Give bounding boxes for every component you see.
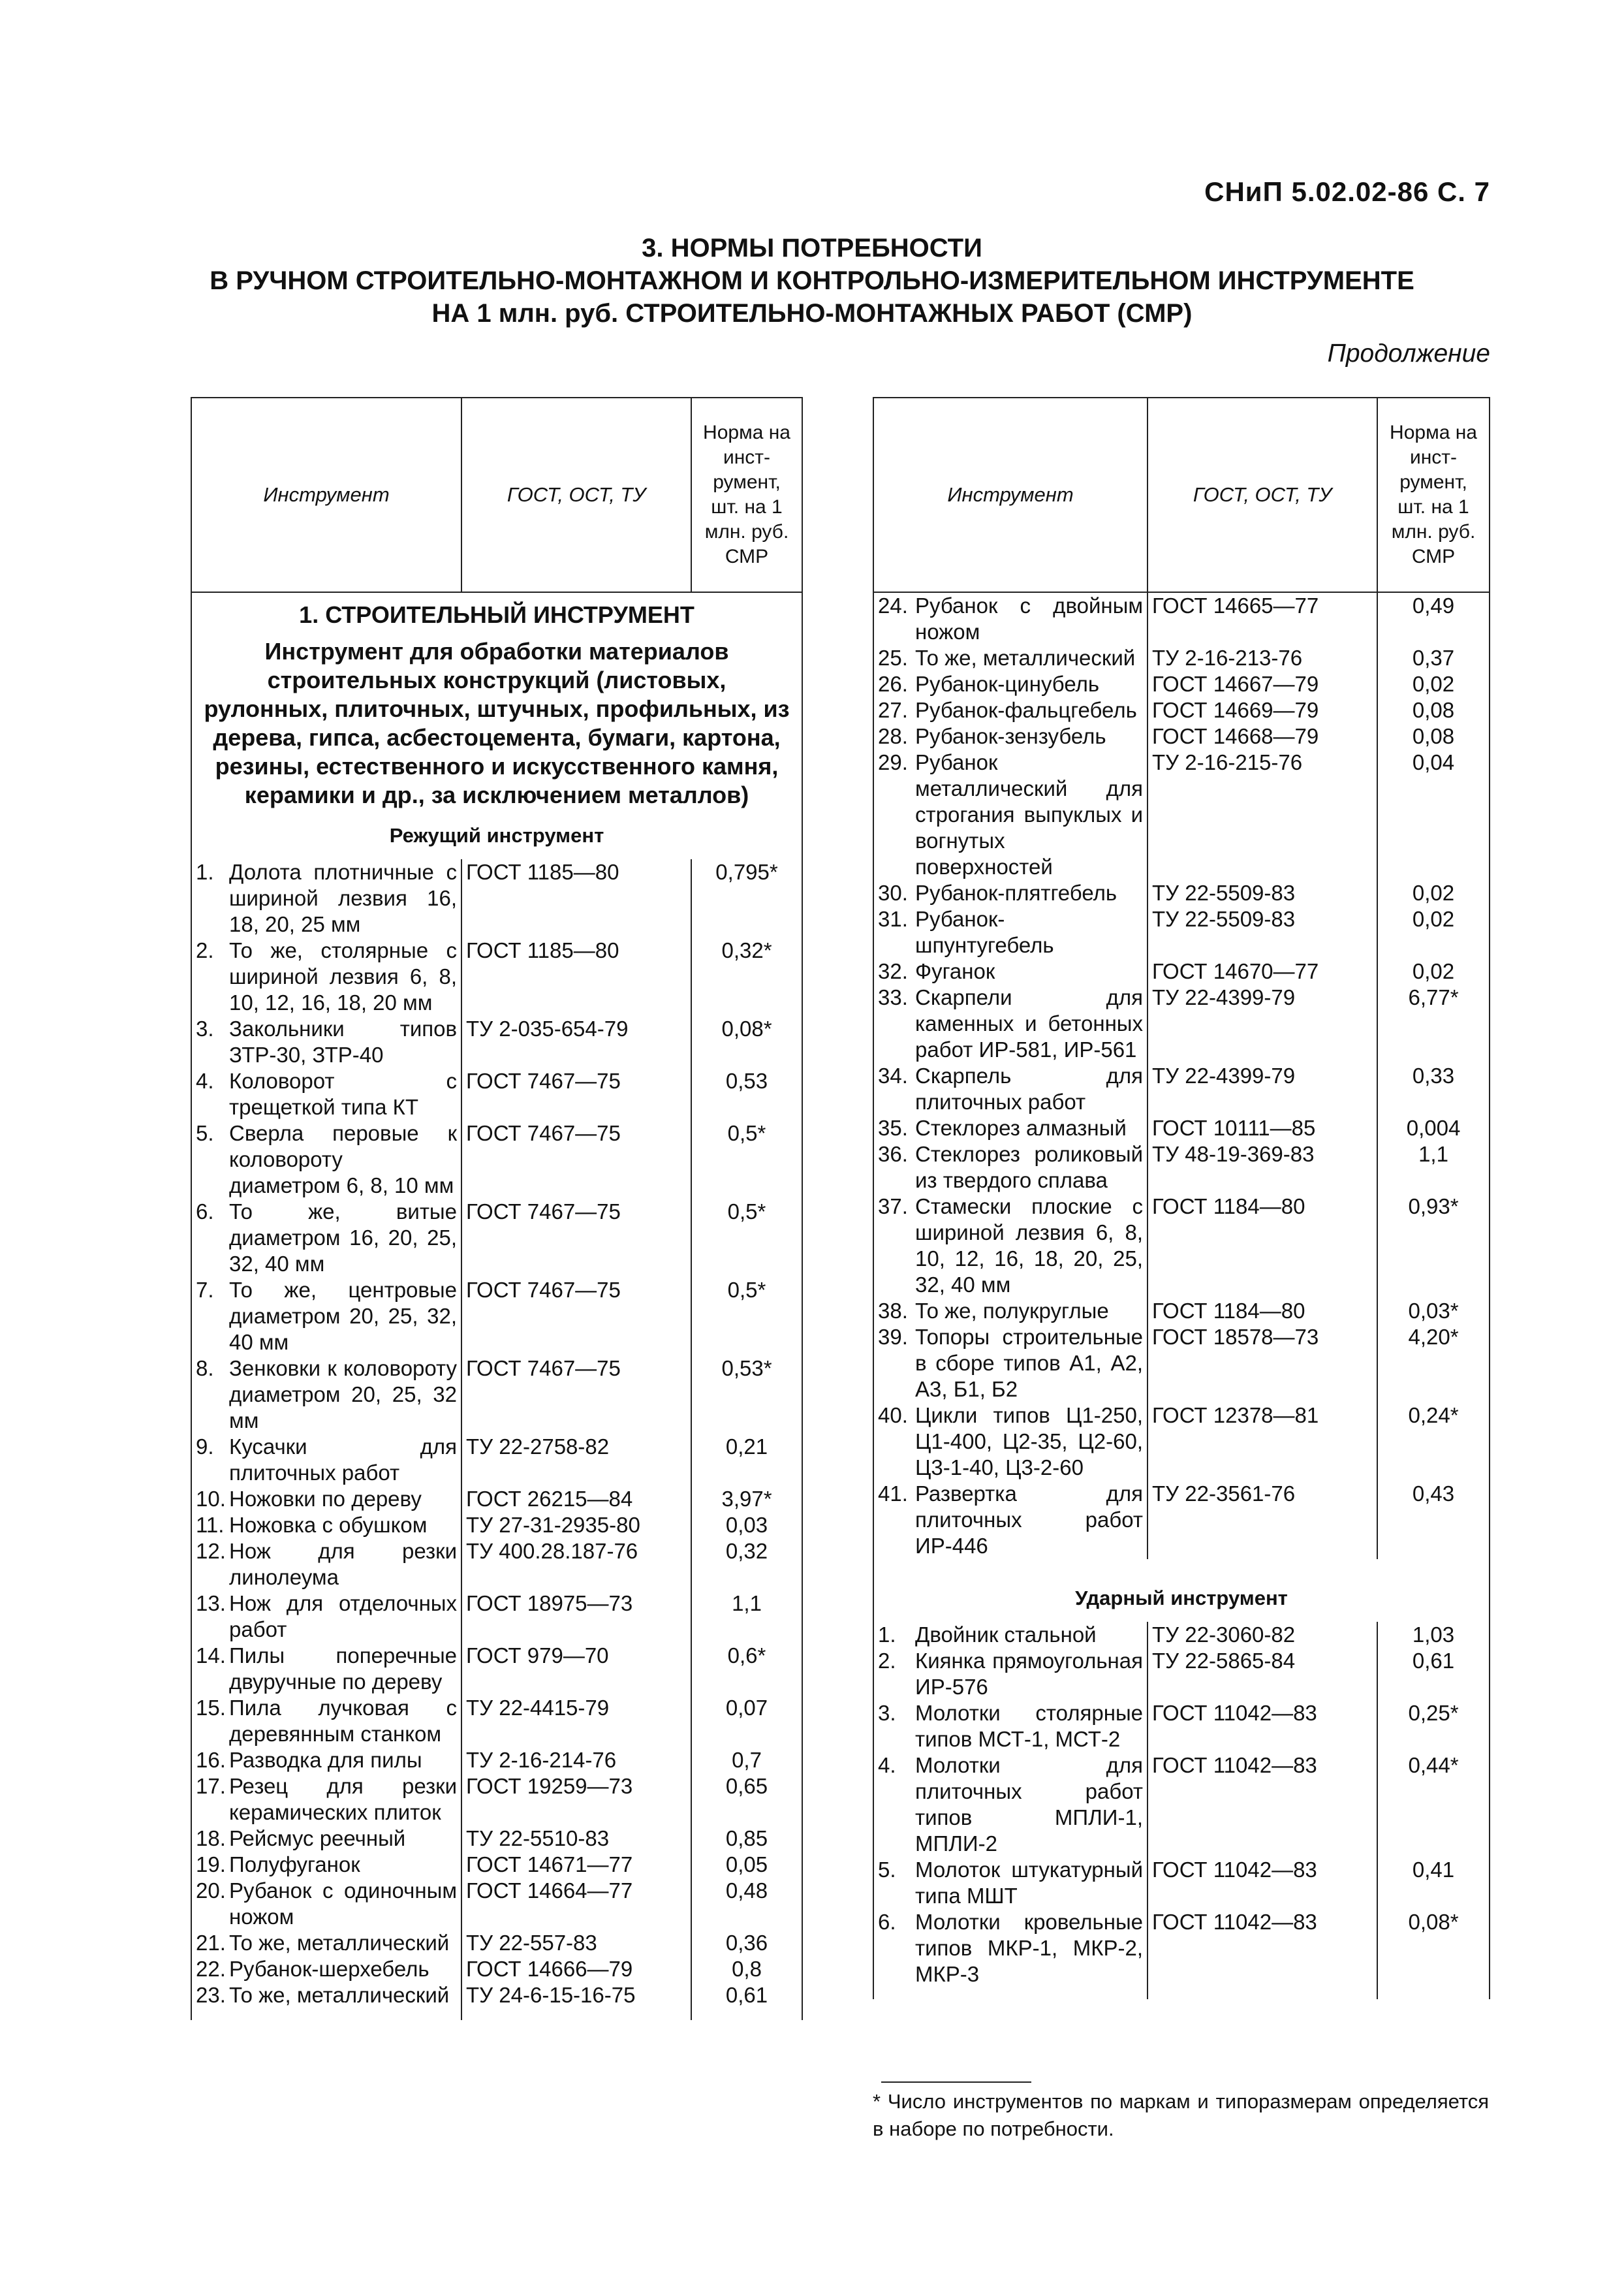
norm-value: 0,44* xyxy=(1377,1752,1490,1857)
row-number: 4. xyxy=(191,1068,225,1120)
standard-code: ТУ 22-5509-83 xyxy=(1148,880,1377,906)
instrument-name: Рубанок-шерхебель xyxy=(225,1956,461,1982)
instrument-name: Кусачки для плиточных работ xyxy=(225,1434,461,1486)
instrument-name: То же, витые диаметром 16, 20, 25, 32, 40 мм xyxy=(225,1199,461,1277)
norm-value: 1,1 xyxy=(1377,1141,1490,1194)
standard-code: ГОСТ 12378—81 xyxy=(1148,1402,1377,1481)
row-number: 32. xyxy=(873,958,911,985)
table-row xyxy=(191,1826,802,1852)
standard-code: ГОСТ 1184—80 xyxy=(1148,1194,1377,1298)
table-row xyxy=(191,1982,802,2020)
standard-code: ГОСТ 14667—79 xyxy=(1148,671,1377,697)
table-row xyxy=(191,1878,802,1930)
table-row xyxy=(191,1277,802,1355)
standard-code: ТУ 22-2758-82 xyxy=(461,1434,691,1486)
table-row xyxy=(191,1016,802,1068)
instrument-name: Рубанок металлический для строгания выпуклых и вогнутых поверхностей xyxy=(911,750,1148,880)
table-row xyxy=(191,1643,802,1695)
standard-code: ГОСТ 7467—75 xyxy=(461,1277,691,1355)
norm-value: 0,41 xyxy=(1377,1857,1490,1909)
instrument-name: Рубанок с двойным ножом xyxy=(911,592,1148,645)
standard-code: ГОСТ 1184—80 xyxy=(1148,1298,1377,1324)
table-row xyxy=(873,1298,1490,1324)
table-row xyxy=(873,1141,1490,1194)
row-number: 3. xyxy=(191,1016,225,1068)
standard-code: ГОСТ 19259—73 xyxy=(461,1773,691,1826)
norm-value: 0,03* xyxy=(1377,1298,1490,1324)
row-number: 3. xyxy=(873,1700,911,1752)
norm-value: 0,36 xyxy=(691,1930,802,1956)
standard-code: ТУ 400.28.187-76 xyxy=(461,1538,691,1590)
norm-value: 0,08* xyxy=(1377,1909,1490,1999)
instrument-name: Рубанок-зензубель xyxy=(911,723,1148,750)
norm-value: 0,795* xyxy=(691,859,802,938)
table-row xyxy=(873,880,1490,906)
standard-code: ТУ 22-4415-79 xyxy=(461,1695,691,1747)
instrument-name: То же, металлический xyxy=(911,645,1148,671)
instrument-name: Фуганок xyxy=(911,958,1148,985)
standard-code: ГОСТ 11042—83 xyxy=(1148,1857,1377,1909)
norm-value: 0,65 xyxy=(691,1773,802,1826)
row-number: 4. xyxy=(873,1752,911,1857)
norm-value: 0,61 xyxy=(1377,1648,1490,1700)
table-row xyxy=(873,985,1490,1063)
standard-code: ГОСТ 1185—80 xyxy=(461,859,691,938)
instrument-name: Резец для резки керамических плиток xyxy=(225,1773,461,1826)
standard-code: ГОСТ 11042—83 xyxy=(1148,1752,1377,1857)
subgroup-heading: Ударный инструмент xyxy=(873,1559,1490,1622)
table-row xyxy=(191,1120,802,1199)
right-table-body xyxy=(873,592,1490,1999)
footnote: * Число инструментов по маркам и типоразмерам определяется в наборе по потребности. xyxy=(873,2090,1489,2140)
standard-code: ГОСТ 14669—79 xyxy=(1148,697,1377,723)
standard-code: ТУ 22-3060-82 xyxy=(1148,1622,1377,1648)
norm-value: 0,5* xyxy=(691,1277,802,1355)
instrument-name: Нож для резки линолеума xyxy=(225,1538,461,1590)
instrument-name: Стеклорез роликовый из твердого сплава xyxy=(911,1141,1148,1194)
instrument-name: Пила лучковая с деревянным станком xyxy=(225,1695,461,1747)
row-number: 29. xyxy=(873,750,911,880)
table-row xyxy=(191,1486,802,1512)
norm-value: 0,08* xyxy=(691,1016,802,1068)
row-number: 18. xyxy=(191,1826,225,1852)
standard-code: ТУ 22-4399-79 xyxy=(1148,985,1377,1063)
section-heading: 1. СТРОИТЕЛЬНЫЙ ИНСТРУМЕНТ xyxy=(191,592,802,632)
left-table-body xyxy=(191,592,802,2020)
row-number: 8. xyxy=(191,1355,225,1434)
standard-code: ГОСТ 979—70 xyxy=(461,1643,691,1695)
instrument-name: Киянка прямоугольная ИР-576 xyxy=(911,1648,1148,1700)
instrument-name: Разводка для пилы xyxy=(225,1747,461,1773)
standard-code: ГОСТ 14665—77 xyxy=(1148,592,1377,645)
instrument-name: Коловорот с трещеткой типа КТ xyxy=(225,1068,461,1120)
norm-value: 0,25* xyxy=(1377,1700,1490,1752)
norm-value: 0,02 xyxy=(1377,671,1490,697)
norm-value: 1,03 xyxy=(1377,1622,1490,1648)
row-number: 2. xyxy=(873,1648,911,1700)
table-row xyxy=(191,1930,802,1956)
standard-code: ГОСТ 14666—79 xyxy=(461,1956,691,1982)
table-row xyxy=(873,1857,1490,1909)
norm-value: 0,93* xyxy=(1377,1194,1490,1298)
subgroup-heading-row xyxy=(873,1559,1490,1622)
table-row xyxy=(873,723,1490,750)
norm-value: 0,04 xyxy=(1377,750,1490,880)
row-number: 6. xyxy=(191,1199,225,1277)
norm-value: 0,53* xyxy=(691,1355,802,1434)
norm-value: 0,02 xyxy=(1377,880,1490,906)
table-row xyxy=(873,750,1490,880)
standard-code: ГОСТ 1185—80 xyxy=(461,938,691,1016)
norm-value: 0,24* xyxy=(1377,1402,1490,1481)
standard-code: ГОСТ 14668—79 xyxy=(1148,723,1377,750)
instrument-name: Стамески плоские с шириной лезвия 6, 8, 10, 12, 16, 18, 20, 25, 32, 40 мм xyxy=(911,1194,1148,1298)
table-row xyxy=(191,1773,802,1826)
column-header-norm: Норма на инст-румент, шт. на 1 млн. руб. СМР xyxy=(691,398,802,592)
instrument-name: Скарпели для каменных и бетонных работ ИР-581, ИР-561 xyxy=(911,985,1148,1063)
table-row xyxy=(873,1752,1490,1857)
standard-code: ТУ 22-4399-79 xyxy=(1148,1063,1377,1115)
standard-code: ТУ 22-5865-84 xyxy=(1148,1648,1377,1700)
table-row xyxy=(191,1956,802,1982)
instrument-name: Рейсмус реечный xyxy=(225,1826,461,1852)
table-row xyxy=(191,1512,802,1538)
table-row xyxy=(191,1434,802,1486)
norm-value: 0,05 xyxy=(691,1852,802,1878)
norm-value: 3,97* xyxy=(691,1486,802,1512)
row-number: 14. xyxy=(191,1643,225,1695)
standard-code: ГОСТ 14664—77 xyxy=(461,1878,691,1930)
instrument-name: Нож для отделочных работ xyxy=(225,1590,461,1643)
standard-code: ГОСТ 18578—73 xyxy=(1148,1324,1377,1402)
instrument-name: Цикли типов Ц1-250, Ц1-400, Ц2-35, Ц2-60, Ц3-1-40, Ц3-2-60 xyxy=(911,1402,1148,1481)
standard-code: ТУ 2-16-215-76 xyxy=(1148,750,1377,880)
column-header-instrument: Инструмент xyxy=(873,398,1148,592)
instrument-name: Пилы поперечные двуручные по дереву xyxy=(225,1643,461,1695)
instrument-name: Рубанок-шпунтугебель xyxy=(911,906,1148,958)
row-number: 38. xyxy=(873,1298,911,1324)
continuation-label: Продолжение xyxy=(1327,340,1490,368)
row-number: 22. xyxy=(191,1956,225,1982)
instrument-name: Полуфуганок xyxy=(225,1852,461,1878)
row-number: 28. xyxy=(873,723,911,750)
norm-value: 0,02 xyxy=(1377,906,1490,958)
instrument-name: Закольники типов ЗТР-30, ЗТР-40 xyxy=(225,1016,461,1068)
standard-code: ГОСТ 11042—83 xyxy=(1148,1909,1377,1999)
standard-code: ТУ 2-035-654-79 xyxy=(461,1016,691,1068)
norm-value: 0,85 xyxy=(691,1826,802,1852)
row-number: 41. xyxy=(873,1481,911,1559)
title-line-1: 3. НОРМЫ ПОТРЕБНОСТИ xyxy=(642,234,982,262)
instrument-name: Топоры строительные в сборе типов А1, А2, А3, Б1, Б2 xyxy=(911,1324,1148,1402)
column-header-gost: ГОСТ, ОСТ, ТУ xyxy=(1148,398,1377,592)
standard-code: ГОСТ 14671—77 xyxy=(461,1852,691,1878)
norm-value: 1,1 xyxy=(691,1590,802,1643)
standard-code: ТУ 48-19-369-83 xyxy=(1148,1141,1377,1194)
table-row xyxy=(873,1700,1490,1752)
table-row xyxy=(191,1695,802,1747)
table-row xyxy=(191,1538,802,1590)
norm-value: 0,37 xyxy=(1377,645,1490,671)
row-number: 21. xyxy=(191,1930,225,1956)
footnote-divider xyxy=(881,2081,1031,2083)
norm-value: 0,32* xyxy=(691,938,802,1016)
row-number: 33. xyxy=(873,985,911,1063)
column-header-gost: ГОСТ, ОСТ, ТУ xyxy=(461,398,691,592)
norm-value: 0,61 xyxy=(691,1982,802,2020)
row-number: 1. xyxy=(191,859,225,938)
norm-value: 0,21 xyxy=(691,1434,802,1486)
norm-value: 0,53 xyxy=(691,1068,802,1120)
table-row xyxy=(873,697,1490,723)
instrument-name: Скарпель для плиточных работ xyxy=(911,1063,1148,1115)
instrument-name: Сверла перовые к коловороту диаметром 6, 8, 10 мм xyxy=(225,1120,461,1199)
norm-value: 4,20* xyxy=(1377,1324,1490,1402)
table-row xyxy=(873,1194,1490,1298)
norm-value: 0,03 xyxy=(691,1512,802,1538)
table-row xyxy=(191,1068,802,1120)
instrument-name: Молотки столярные типов МСТ-1, МСТ-2 xyxy=(911,1700,1148,1752)
subgroup-heading: Режущий инструмент xyxy=(191,817,802,859)
row-number: 10. xyxy=(191,1486,225,1512)
row-number: 40. xyxy=(873,1402,911,1481)
column-header-instrument: Инструмент xyxy=(191,398,461,592)
standard-code: ТУ 22-5509-83 xyxy=(1148,906,1377,958)
standard-code: ГОСТ 18975—73 xyxy=(461,1590,691,1643)
row-number: 27. xyxy=(873,697,911,723)
row-number: 37. xyxy=(873,1194,911,1298)
norm-value: 0,004 xyxy=(1377,1115,1490,1141)
table-row xyxy=(873,1063,1490,1115)
instrument-name: Зенковки к коловороту диаметром 20, 25, 32 мм xyxy=(225,1355,461,1434)
standard-code: ГОСТ 14670—77 xyxy=(1148,958,1377,985)
table-row xyxy=(873,1909,1490,1999)
table-row xyxy=(191,1590,802,1643)
table-row xyxy=(191,859,802,938)
instrument-name: Ножовки по дереву xyxy=(225,1486,461,1512)
row-number: 24. xyxy=(873,592,911,645)
row-number: 2. xyxy=(191,938,225,1016)
row-number: 26. xyxy=(873,671,911,697)
instrument-name: То же, столярные с шириной лезвия 6, 8, 10, 12, 16, 18, 20 мм xyxy=(225,938,461,1016)
instrument-name: Рубанок-фальцгебель xyxy=(911,697,1148,723)
row-number: 11. xyxy=(191,1512,225,1538)
table-row xyxy=(191,1747,802,1773)
row-number: 25. xyxy=(873,645,911,671)
norm-value: 0,48 xyxy=(691,1878,802,1930)
standard-code: ТУ 22-557-83 xyxy=(461,1930,691,1956)
group-heading: Инструмент для обработки материалов строительных конструкций (листовых, рулонных, плиточных, штучных, профильных, из дерева, гипса, асбестоцемента, бумаги, картона, резины, естественного и искусственного камня, керамики и др., за исключением металлов) xyxy=(191,632,802,817)
norm-value: 0,02 xyxy=(1377,958,1490,985)
standard-code: ГОСТ 7467—75 xyxy=(461,1120,691,1199)
norm-value: 0,07 xyxy=(691,1695,802,1747)
instrument-name: Рубанок-цинубель xyxy=(911,671,1148,697)
table-row xyxy=(873,958,1490,985)
norm-value: 0,6* xyxy=(691,1643,802,1695)
table-row xyxy=(873,645,1490,671)
row-number: 19. xyxy=(191,1852,225,1878)
section-title xyxy=(0,232,1624,330)
row-number: 30. xyxy=(873,880,911,906)
table-row xyxy=(873,1115,1490,1141)
standard-code: ГОСТ 11042—83 xyxy=(1148,1700,1377,1752)
row-number: 17. xyxy=(191,1773,225,1826)
standard-code: ТУ 22-5510-83 xyxy=(461,1826,691,1852)
row-number: 6. xyxy=(873,1909,911,1999)
table-row xyxy=(873,1324,1490,1402)
standard-code: ТУ 2-16-213-76 xyxy=(1148,645,1377,671)
instrument-name: Ножовка с обушком xyxy=(225,1512,461,1538)
instrument-name: Долота плотничные с шириной лезвия 16, 18, 20, 25 мм xyxy=(225,859,461,938)
table-row xyxy=(873,671,1490,697)
row-number: 5. xyxy=(873,1857,911,1909)
row-number: 15. xyxy=(191,1695,225,1747)
standard-code: ТУ 24-6-15-16-75 xyxy=(461,1982,691,2020)
standard-code: ГОСТ 26215—84 xyxy=(461,1486,691,1512)
instrument-name: Двойник стальной xyxy=(911,1622,1148,1648)
document-reference: СНиП 5.02.02-86 С. 7 xyxy=(1204,176,1490,207)
norm-value: 6,77* xyxy=(1377,985,1490,1063)
table-row xyxy=(191,938,802,1016)
norm-value: 0,5* xyxy=(691,1120,802,1199)
title-line-3: НА 1 млн. руб. СТРОИТЕЛЬНО-МОНТАЖНЫХ РАБОТ (СМР) xyxy=(431,299,1193,328)
row-number: 13. xyxy=(191,1590,225,1643)
row-number: 39. xyxy=(873,1324,911,1402)
instrument-name: Рубанок с одиночным ножом xyxy=(225,1878,461,1930)
standard-code: ГОСТ 7467—75 xyxy=(461,1199,691,1277)
norm-value: 0,08 xyxy=(1377,723,1490,750)
table-row xyxy=(191,1852,802,1878)
row-number: 31. xyxy=(873,906,911,958)
instrument-name: То же, полукруглые xyxy=(911,1298,1148,1324)
row-number: 23. xyxy=(191,1982,225,2020)
title-line-2: В РУЧНОМ СТРОИТЕЛЬНО-МОНТАЖНОМ И КОНТРОЛЬНО-ИЗМЕРИТЕЛЬНОМ ИНСТРУМЕНТЕ xyxy=(210,266,1414,295)
row-number: 1. xyxy=(873,1622,911,1648)
table-row xyxy=(873,1622,1490,1648)
norm-value: 0,32 xyxy=(691,1538,802,1590)
table-row xyxy=(873,906,1490,958)
row-number: 16. xyxy=(191,1747,225,1773)
right-table xyxy=(873,397,1490,1999)
table-row xyxy=(191,1355,802,1434)
norm-value: 0,08 xyxy=(1377,697,1490,723)
row-number: 9. xyxy=(191,1434,225,1486)
standard-code: ТУ 27-31-2935-80 xyxy=(461,1512,691,1538)
instrument-name: То же, металлический xyxy=(225,1982,461,2020)
standard-code: ГОСТ 10111—85 xyxy=(1148,1115,1377,1141)
norm-value: 0,43 xyxy=(1377,1481,1490,1559)
norm-value: 0,49 xyxy=(1377,592,1490,645)
standard-code: ГОСТ 7467—75 xyxy=(461,1355,691,1434)
norm-value: 0,33 xyxy=(1377,1063,1490,1115)
instrument-name: Молотки для плиточных работ типов МПЛИ-1, МПЛИ-2 xyxy=(911,1752,1148,1857)
standard-code: ТУ 2-16-214-76 xyxy=(461,1747,691,1773)
standard-code: ТУ 22-3561-76 xyxy=(1148,1481,1377,1559)
instrument-name: Молоток штукатурный типа МШТ xyxy=(911,1857,1148,1909)
table-row xyxy=(873,1402,1490,1481)
instrument-name: Рубанок-плятгебель xyxy=(911,880,1148,906)
table-row xyxy=(873,1481,1490,1559)
instrument-name: Развертка для плиточных работ ИР-446 xyxy=(911,1481,1148,1559)
row-number: 7. xyxy=(191,1277,225,1355)
instrument-name: Молотки кровельные типов МКР-1, МКР-2, МКР-3 xyxy=(911,1909,1148,1999)
table-row xyxy=(873,592,1490,645)
instrument-name: То же, металлический xyxy=(225,1930,461,1956)
instrument-name: То же, центровые диаметром 20, 25, 32, 40 мм xyxy=(225,1277,461,1355)
norm-value: 0,5* xyxy=(691,1199,802,1277)
row-number: 34. xyxy=(873,1063,911,1115)
norm-value: 0,8 xyxy=(691,1956,802,1982)
row-number: 20. xyxy=(191,1878,225,1930)
table-row xyxy=(191,1199,802,1277)
column-header-norm: Норма на инст-румент, шт. на 1 млн. руб. СМР xyxy=(1377,398,1490,592)
table-row xyxy=(873,1648,1490,1700)
row-number: 36. xyxy=(873,1141,911,1194)
row-number: 5. xyxy=(191,1120,225,1199)
row-number: 35. xyxy=(873,1115,911,1141)
instrument-name: Стеклорез алмазный xyxy=(911,1115,1148,1141)
standard-code: ГОСТ 7467—75 xyxy=(461,1068,691,1120)
norm-value: 0,7 xyxy=(691,1747,802,1773)
row-number: 12. xyxy=(191,1538,225,1590)
left-table xyxy=(191,397,803,2020)
